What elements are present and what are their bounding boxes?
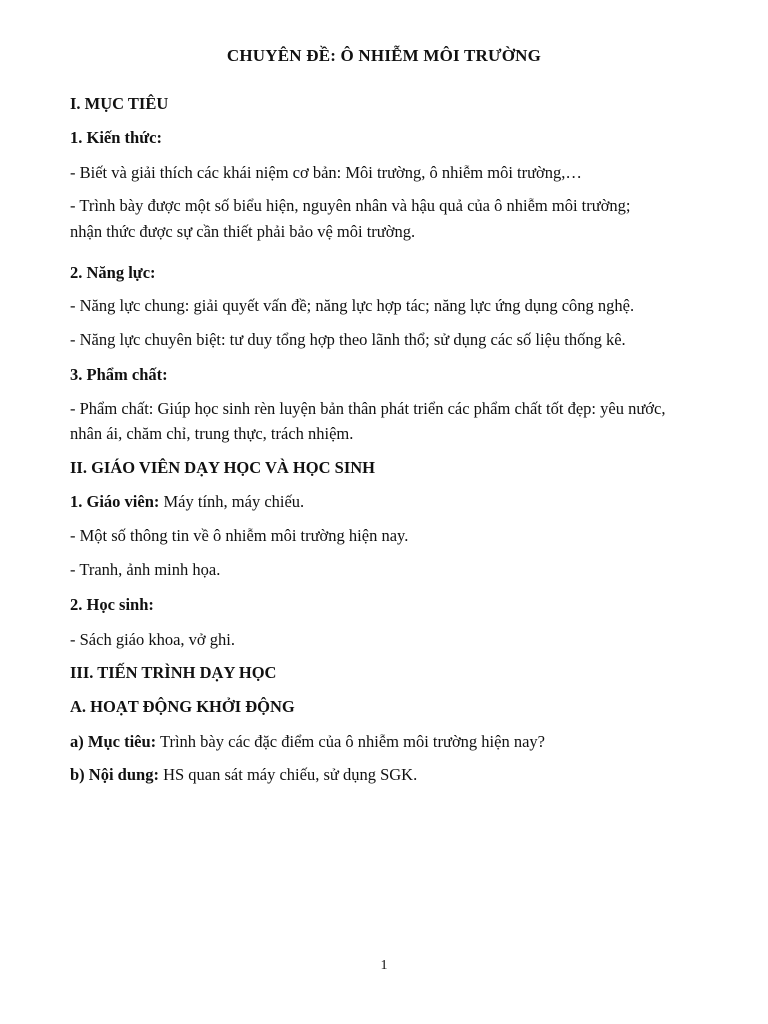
subheading-competency: 2. Năng lực: <box>70 263 156 282</box>
teacher-line <box>70 489 730 515</box>
qualities-item-1-continued: nhân ái, chăm chỉ, trung thực, trách nhiệm. <box>70 424 354 443</box>
section-heading-teaching-process: III. TIẾN TRÌNH DẠY HỌC <box>70 663 277 682</box>
knowledge-item-1: - Biết và giải thích các khái niệm cơ bản: Môi trường, ô nhiễm môi trường,… <box>70 163 582 182</box>
activity-content-text: HS quan sát máy chiếu, sử dụng SGK. <box>158 765 418 784</box>
subheading-student: 2. Học sinh: <box>70 595 154 614</box>
subheading-qualities: 3. Phẩm chất: <box>70 365 168 384</box>
subheading-knowledge: 1. Kiến thức: <box>70 128 162 147</box>
knowledge-item-2-continued: nhận thức được sự cần thiết phải bảo vệ môi trường. <box>70 222 416 241</box>
document-title: CHUYÊN ĐỀ: Ô NHIỄM MÔI TRƯỜNG <box>226 46 542 65</box>
activity-goal-label: a) Mục tiêu: <box>70 732 157 751</box>
knowledge-item-2: - Trình bày được một số biểu hiện, nguyên nhân và hậu quả của ô nhiễm môi trường; <box>70 196 631 215</box>
student-item-1: - Sách giáo khoa, vở ghi. <box>70 630 235 649</box>
activity-content-label: b) Nội dung: <box>70 765 159 784</box>
activity-content-line <box>70 762 730 788</box>
teacher-item-2: - Tranh, ảnh minh họa. <box>70 560 221 579</box>
activity-goal-line <box>70 729 730 755</box>
section-heading-objectives: I. MỤC TIÊU <box>70 94 169 113</box>
section-heading-teacher-student: II. GIÁO VIÊN DẠY HỌC VÀ HỌC SINH <box>70 458 375 477</box>
competency-item-2: - Năng lực chuyên biệt: tư duy tổng hợp theo lãnh thổ; sử dụng các số liệu thống kê. <box>70 330 626 349</box>
teacher-item-1: - Một số thông tin về ô nhiễm môi trường hiện nay. <box>70 526 409 545</box>
competency-item-1: - Năng lực chung: giải quyết vấn đề; năng lực hợp tác; năng lực ứng dụng công nghệ. <box>70 296 635 315</box>
teacher-label: 1. Giáo viên: <box>70 492 160 511</box>
activity-goal-text: Trình bày các đặc điểm của ô nhiễm môi trường hiện nay? <box>156 732 545 751</box>
subheading-warmup-activity: A. HOẠT ĐỘNG KHỞI ĐỘNG <box>70 697 295 716</box>
qualities-item-1: - Phẩm chất: Giúp học sinh rèn luyện bản thân phát triển các phẩm chất tốt đẹp: yêu nước, <box>70 399 666 418</box>
teacher-text: Máy tính, máy chiếu. <box>159 492 305 511</box>
page-number: 1 <box>380 958 388 973</box>
